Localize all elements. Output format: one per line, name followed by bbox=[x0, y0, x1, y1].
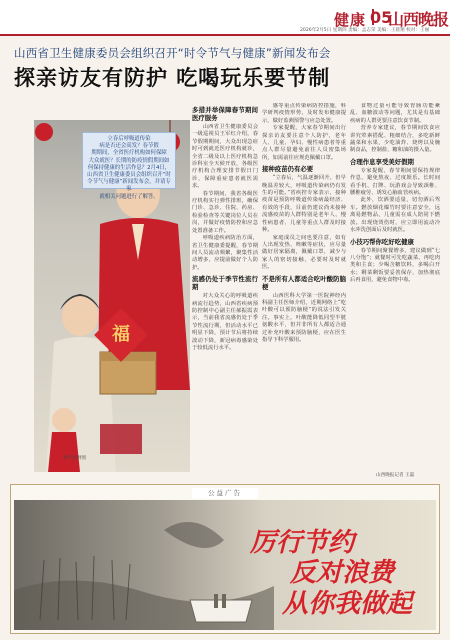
paragraph: 对大众关心的呼吸道疾病流行趋势，山西省疾病预防控制中心副主任郝振霞表示，当前我省流感仍处于季节性流行期，但活动水平已明显下降，预计节后将持续波动下降，新冠病毒感染处于较低流行水平。 bbox=[192, 293, 258, 351]
photo-caption: 新华社供图 bbox=[63, 456, 86, 461]
paragraph: 食物过量可能导致胃肠功能紊乱、血糖波动等问题，尤其是有基础疾病的人群更要注意饮食节制。 bbox=[350, 103, 440, 124]
ad-slogan-line-1: 厉行节约 bbox=[250, 528, 355, 558]
intro-box bbox=[82, 132, 176, 200]
paragraph: 专家提醒，大家春节期间出行探亲访友要注意个人防护，老年人、儿童、孕妇、慢性病患者等重点人群尽量避免前往人员密集场所，如需前往应规范佩戴口罩。 bbox=[262, 125, 346, 161]
subheading: 合理作息享受美好假期 bbox=[350, 157, 414, 166]
section-name: 健康 bbox=[334, 11, 367, 29]
intro-line: 山西省卫生健康委员会组织召开“时 bbox=[87, 172, 171, 179]
paragraph: 此外，饮酒要适量，切勿酒后驾车。燃放烟花爆竹时要注意安全，远离易燃物品，儿童需在成人陪同下燃放。出现烧烫伤时，应立即用流动冷水冲洗创面后及时就医。 bbox=[350, 197, 440, 234]
intro-line: 立春后呼吸道传染 bbox=[107, 136, 151, 142]
paragraph: 营养专家建议，春节期间饮食应讲究荤素搭配、粗细结合，多吃新鲜蔬菜和水果，少吃油炸、烧烤以及腌制食品，控制盐、糖和油的摄入量。 bbox=[350, 125, 440, 154]
paragraph: 春节期间，我省各级医疗机构实行弹性排班，确保门诊、急诊、住院、药房、检验检查等关键岗位人员在岗，并做好疫情防控和应急处置准备工作。 bbox=[192, 190, 258, 234]
paragraph: 专家提醒，春节期间要保持规律作息，避免熬夜、过度娱乐。长时间看手机、打牌、玩游戏会导致颈椎、腰椎疲劳，诱发心脑血管疾病。 bbox=[350, 167, 440, 197]
intro-line: 令节气与健康”新闻发布会，并请专家 bbox=[87, 179, 171, 193]
subheading: 流感仍处于季节性流行期 bbox=[192, 275, 258, 292]
subheading: 不是所有人都适合吃叶酸防脑梗 bbox=[262, 274, 346, 291]
paper-logo: 山西晚报 bbox=[388, 10, 449, 29]
article-column-1 bbox=[192, 103, 258, 471]
fu-character: 福 bbox=[112, 324, 130, 345]
ad-slogan-line-3: 从你我做起 bbox=[282, 589, 413, 619]
ad-label: 公益广告 bbox=[192, 488, 258, 499]
intro-line: 何保持健康的生活作息？2月4日， bbox=[87, 164, 171, 171]
masthead bbox=[0, 0, 450, 36]
paragraph: 感等重点传染病防控措施，科学研判疫情形势，及时发布健康提示，做好监测预警与应急处置。 bbox=[262, 103, 346, 124]
article-column-2 bbox=[262, 103, 346, 471]
page-number: 05 bbox=[370, 8, 393, 27]
paragraph: “立春后，气温逐渐回升，但早晚温差较大，呼吸道传染病仍有发生的可能。”省疾控专家表示，接种疫苗是预防呼吸道传染病最经济、有效的手段，目前仍建议尚未接种流感疫苗的人群特别是老年人、慢性病患者、儿童等重点人群及时接种。 bbox=[262, 175, 346, 234]
subheading: 多措并举保障春节期间医疗服务 bbox=[192, 106, 258, 122]
paragraph: 山西省卫生健康委员会一级巡视员王军红介绍，春节假期期间，大众出现急症时可到就近医疗机构就诊，全省二级及以上医疗机构急诊科室全天候开放，各级医疗机构合理安排节假日门诊，保障重症患者就医需求。 bbox=[192, 124, 258, 190]
paragraph: 呼吸道疾病防治方面，省卫生健康委提醒，春节期间人员流动频繁，聚集性活动增多，应提前做好个人防护。 bbox=[192, 235, 258, 271]
date-line: 2026年2月5日 星期四 责编：孟志荣 美编：王晨翔 校对：王丽 bbox=[300, 28, 430, 33]
article-column-3 bbox=[350, 103, 440, 469]
paragraph: 春节期间聚餐增多，建议做到“七八分饱”；就餐时可先吃蔬菜，再吃肉类和主食；少喝含糖饮料，多喝白开水；剩菜剩饭要妥善保存，加热彻底后再食用，避免食物中毒。 bbox=[350, 247, 440, 284]
paragraph: 山西医科大学第一医院神经内科副主任医师介绍，近期网络上“吃叶酸可以预防脑梗”的说法引发关注。事实上，叶酸能降低同型半胱氨酸水平，但并非所有人都适合通过补充叶酸来预防脑梗，应在医生指导下科学服用。 bbox=[262, 292, 346, 343]
subheading: 小技巧帮你吃好吃健康 bbox=[350, 237, 414, 246]
ad-slogan-line-2: 反对浪费 bbox=[290, 558, 395, 588]
main-headline: 探亲访友有防护 吃喝玩乐要节制 bbox=[14, 66, 331, 90]
paragraph: 家庭成员之间也要注意，如有人出现发热、咳嗽等症状，应尽量做好居家隔离，佩戴口罩，减少与家人的密切接触，必要时及时就医。 bbox=[262, 234, 346, 271]
kicker-headline: 山西省卫生健康委员会组织召开“时令节气与健康”新闻发布会 bbox=[14, 46, 331, 60]
subheading: 接种疫苗仍有必要 bbox=[262, 165, 314, 174]
intro-line: 期期间，全省医疗机构如何保障 bbox=[91, 150, 167, 157]
intro-line: 就相关问题进行了解答。 bbox=[99, 193, 159, 200]
byline: 山西晚报记者 王磊 bbox=[376, 473, 415, 478]
intro-line: 病是否还会高发？春节假 bbox=[99, 143, 159, 150]
intro-line: 大众就医？长期的防疫情假期间如 bbox=[88, 157, 170, 164]
